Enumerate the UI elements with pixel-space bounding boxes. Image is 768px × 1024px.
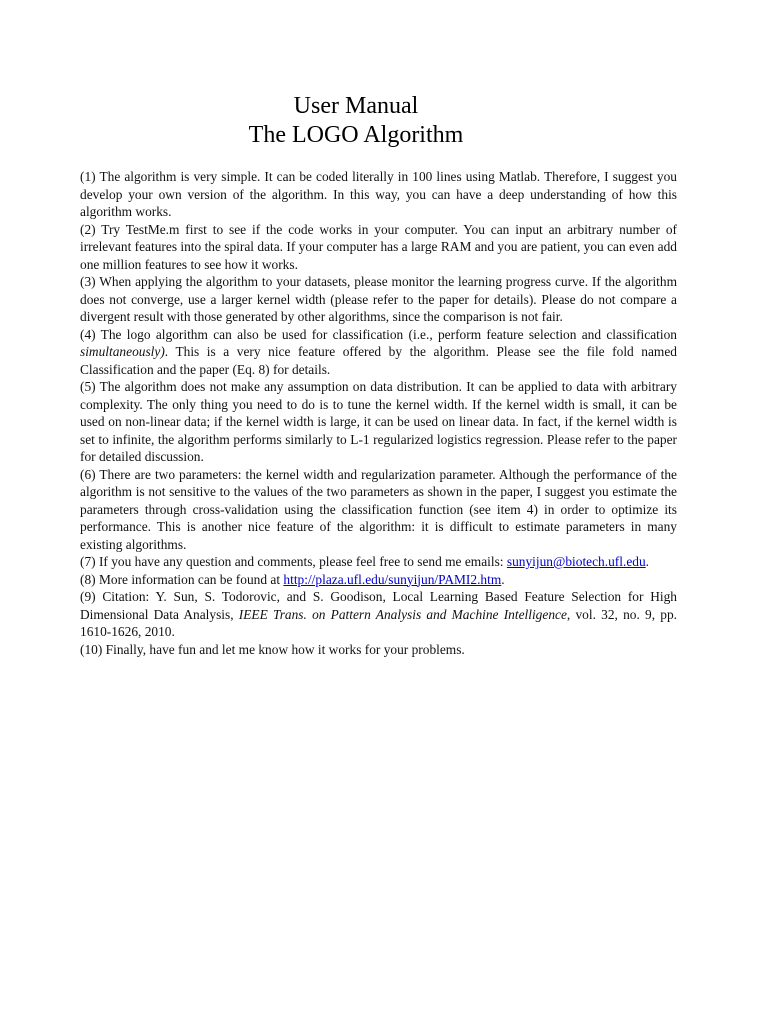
manual-item-4 bbox=[80, 326, 677, 379]
manual-item-7 bbox=[80, 553, 677, 571]
title-logo-algorithm: The LOGO Algorithm bbox=[248, 122, 464, 148]
manual-item-6: (6) There are two parameters: the kernel width and regularization parameter. Although the performance of the algorithm is not sensitive to the values of the two parameters as shown in the paper, I suggest you estimate the parameters through cross-validation using the classification function (see item 4) in order to optimize its performance. This is another nice feature of the algorithm: it is difficult to estimate parameters in many existing algorithms. bbox=[80, 466, 677, 552]
item-4-text-after: . This is a very nice feature offered by the algorithm. Please see the file fold named Classification and the paper (Eq. 8) for details. bbox=[80, 344, 677, 377]
document-title bbox=[0, 92, 712, 150]
item-9-text-before: (9) Citation: Y. Sun, S. Todorovic, and S. Goodison, Local Learning Based Feature Selection for High Dimensional Data Analysis, bbox=[80, 589, 677, 622]
manual-item-10: (10) Finally, have fun and let me know how it works for your problems. bbox=[80, 641, 465, 657]
website-link[interactable]: http://plaza.ufl.edu/sunyijun/PAMI2.htm bbox=[283, 571, 502, 587]
item-8-text: (8) More information can be found at bbox=[80, 571, 284, 587]
item-9-text-after: , vol. 32, no. 9, pp. 1610-1626, 2010. bbox=[80, 606, 678, 639]
title-user-manual: User Manual bbox=[293, 93, 419, 119]
manual-item-1: (1) The algorithm is very simple. It can be coded literally in 100 lines using Matlab. Therefore, I suggest you develop your own version of the algorithm. In this way, you can have a deep understanding of how this algorithm works. bbox=[80, 169, 677, 219]
manual-item-3: (3) When applying the algorithm to your datasets, please monitor the learning progress curve. If the algorithm does not converge, use a larger kernel width (please refer to the paper for details). Please do not compare a divergent result with those generated by other algorithms, since the comparison is not fair. bbox=[80, 274, 677, 324]
item-9-journal-title: IEEE Trans. on Pattern Analysis and Machine Intelligence bbox=[238, 606, 567, 622]
email-link[interactable]: sunyijun@biotech.ufl.edu bbox=[506, 554, 646, 569]
item-8-text-after: . bbox=[501, 571, 505, 587]
manual-item-9 bbox=[80, 588, 677, 641]
item-4-text-before: (4) The logo algorithm can also be used for classification (i.e., perform feature selection and classification bbox=[80, 326, 677, 342]
manual-item-2: (2) Try TestMe.m first to see if the code works in your computer. You can input an arbitrary number of irrelevant features into the spiral data. If your computer has a large RAM and you are patient, you can even add one million features to see how it works. bbox=[80, 221, 677, 272]
item-4-italic-text: simultaneously) bbox=[80, 344, 165, 359]
item-7-text: (7) If you have any question and comments, please feel free to send me emails: bbox=[80, 554, 507, 569]
manual-item-8 bbox=[80, 571, 677, 589]
manual-body bbox=[80, 168, 677, 658]
manual-item-5: (5) The algorithm does not make any assumption on data distribution. It can be applied to data with arbitrary complexity. The only thing you need to do is to tune the kernel width. If the kernel width is small, it can be used on non-linear data; if the kernel width is large, it can be used on linear data. In fact, if the kernel width is set to infinite, the algorithm performs similarly to L-1 regularized logistics regression. Please refer to the paper for detailed discussion. bbox=[80, 379, 677, 464]
item-7-text-after: . bbox=[645, 554, 650, 569]
